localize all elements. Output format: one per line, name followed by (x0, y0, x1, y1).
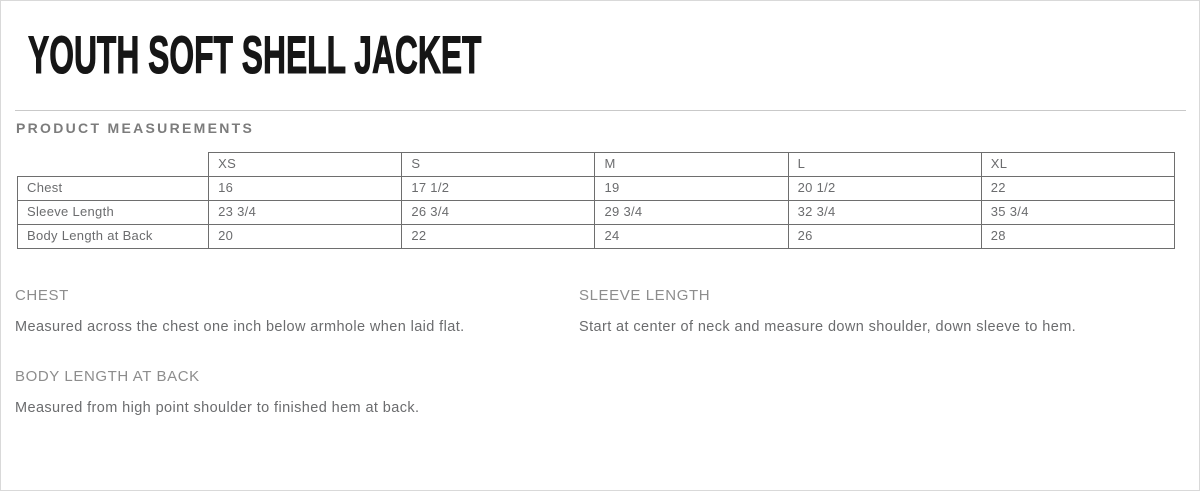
table-cell: 17 1/2 (402, 177, 595, 201)
page-title (28, 27, 1199, 85)
definition-body-length-text: Measured from high point shoulder to finished hem at back. (15, 400, 420, 416)
table-cell: 20 (209, 225, 402, 249)
table-cell: 22 (981, 177, 1174, 201)
table-cell: 29 3/4 (595, 201, 788, 225)
table-header-row (18, 153, 1175, 177)
table-cell: 35 3/4 (981, 201, 1174, 225)
definition-chest-column (15, 287, 579, 341)
row-label: Chest (18, 177, 209, 201)
row-label: Sleeve Length (18, 201, 209, 225)
column-header-xl: XL (981, 153, 1174, 177)
table-cell: 19 (595, 177, 788, 201)
title-divider (15, 110, 1186, 111)
table-row-sleeve-length (18, 201, 1175, 225)
definitions-row-2 (15, 368, 1199, 422)
column-header-l: L (788, 153, 981, 177)
column-header-xs: XS (209, 153, 402, 177)
definition-body-length-at-back (15, 368, 579, 422)
table-cell: 23 3/4 (209, 201, 402, 225)
product-measurements-heading: PRODUCT MEASUREMENTS (16, 120, 255, 136)
measurement-definitions (15, 287, 1199, 422)
table-cell: 22 (402, 225, 595, 249)
table-row-body-length-at-back (18, 225, 1175, 249)
definition-sleeve-length-text: Start at center of neck and measure down shoulder, down sleeve to hem. (579, 319, 1077, 335)
table-cell: 16 (209, 177, 402, 201)
definition-chest (15, 287, 579, 341)
definition-body-length-heading: BODY LENGTH AT BACK (15, 368, 200, 385)
definition-body-length-column (15, 368, 579, 422)
definitions-row-1 (15, 287, 1199, 341)
definition-sleeve-length-heading: SLEEVE LENGTH (579, 287, 711, 304)
table-cell: 20 1/2 (788, 177, 981, 201)
row-label: Body Length at Back (18, 225, 209, 249)
page-title-text: YOUTH SOFT SHELL JACKET (28, 26, 482, 85)
table-cell: 24 (595, 225, 788, 249)
definition-sleeve-length-column (579, 287, 1199, 341)
table-cell: 26 (788, 225, 981, 249)
table-corner-cell (18, 153, 209, 177)
measurements-table (17, 152, 1175, 249)
column-header-s: S (402, 153, 595, 177)
column-header-m: M (595, 153, 788, 177)
table-cell: 28 (981, 225, 1174, 249)
definition-chest-text: Measured across the chest one inch below armhole when laid flat. (15, 319, 465, 335)
table-cell: 32 3/4 (788, 201, 981, 225)
table-cell: 26 3/4 (402, 201, 595, 225)
table-row-chest (18, 177, 1175, 201)
definition-sleeve-length (579, 287, 1199, 341)
definition-chest-heading: CHEST (15, 287, 69, 304)
